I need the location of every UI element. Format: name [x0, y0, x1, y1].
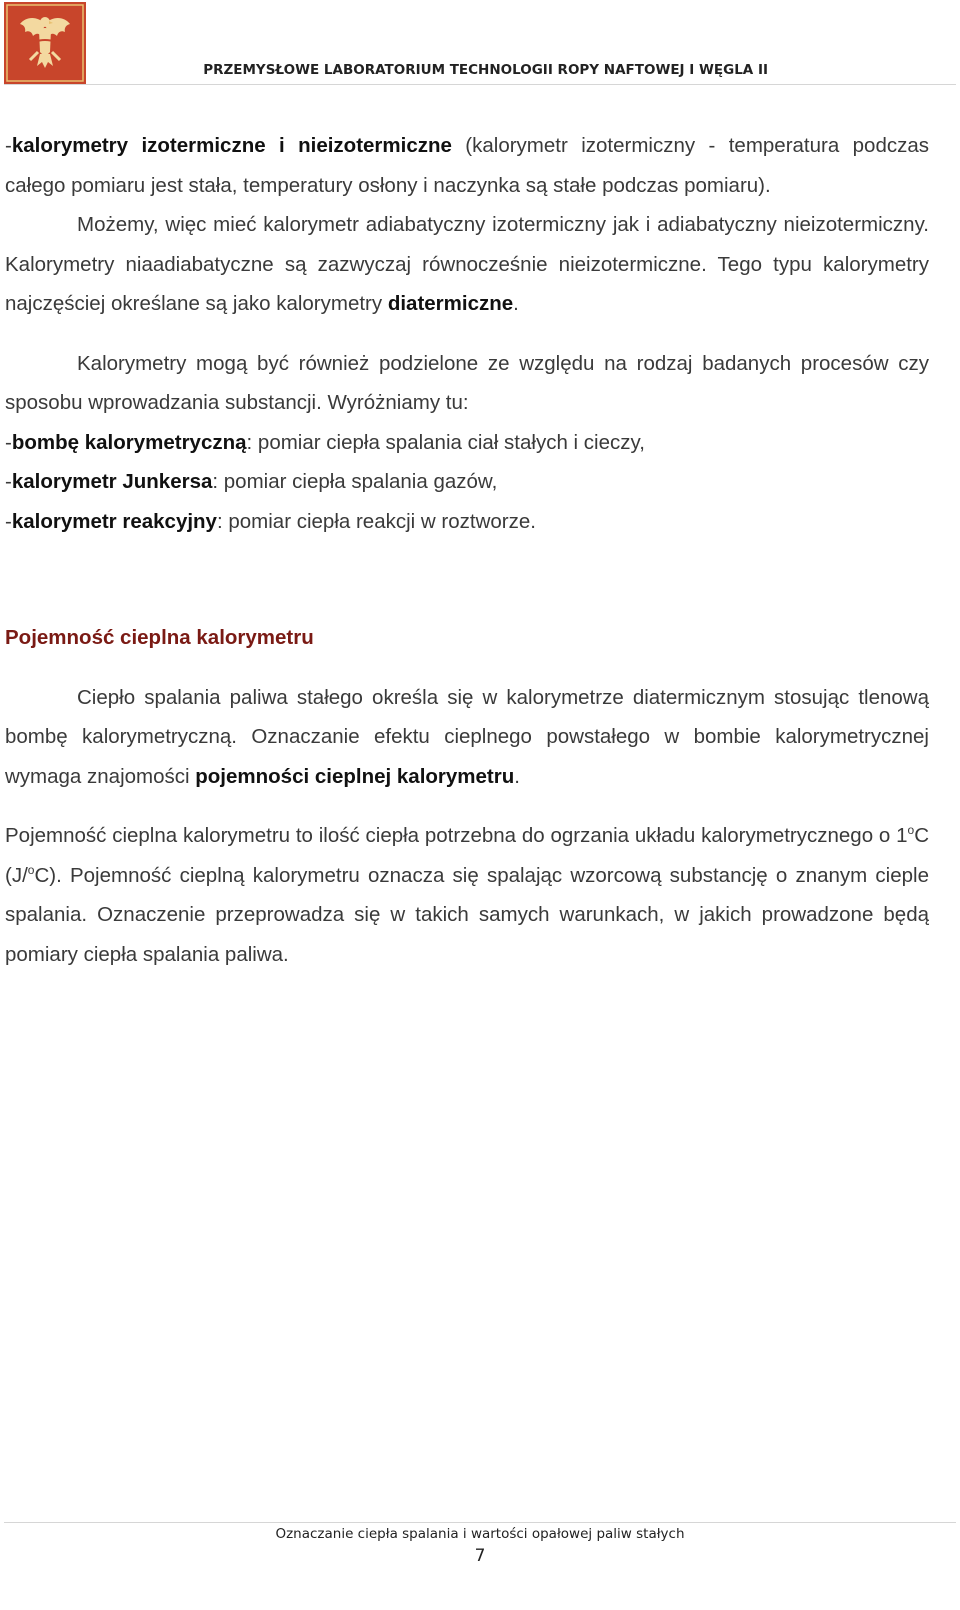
paragraph-text: Kalorymetry mogą być również podzielone ze względu na rodzaj badanych procesów czy sposobu wprowadzania substancji. Wyróżniamy tu: [5, 351, 929, 414]
degree-superscript: o [907, 823, 915, 838]
calorimeter-list [5, 423, 929, 542]
list-item-text: : pomiar ciepła spalania ciał stałych i cieczy, [246, 430, 645, 454]
header-title: PRZEMYSŁOWE LABORATORIUM TECHNOLOGII ROPY NAFTOWEJ I WĘGLA II [203, 62, 768, 78]
eagle-icon [4, 2, 86, 84]
bold-term: kalorymetry izotermiczne i nieizotermiczne [11, 134, 452, 157]
paragraph-text: (kalorymetr izotermiczny - temperatura podczas całego pomiaru jest stała, temperatury osłony i naczynka są stałe podczas pomiaru). [5, 134, 930, 197]
dash: - [5, 430, 12, 454]
dash: - [5, 470, 12, 493]
page-header [4, 2, 956, 85]
document-body [5, 126, 929, 974]
paragraph-text: Ciepło spalania paliwa stałego określa się w kalorymetrze diatermicznym stosując tlenową bombę kalorymetryczną. Oznaczanie efektu cieplnego powstałego w bombie kalorymetrycznej wymaga znajomości [5, 685, 929, 788]
spacer [5, 796, 929, 816]
paragraph-text: C). Pojemność cieplną kalorymetru oznacza się spalając wzorcową substancję o znanym cieple spalania. Oznaczenie przeprowadza się w takich samych warunkach, w jakich prowadzone będą pomiary ciepła spalania paliwa. [5, 863, 929, 966]
dash: - [5, 509, 12, 533]
page-number: 7 [474, 1546, 486, 1566]
dash: - [5, 134, 12, 157]
paragraph-end: . [513, 292, 519, 315]
bold-term: bombę kalorymetryczną [11, 430, 247, 454]
footer-title: Oznaczanie ciepła spalania i wartości opałowej paliw stałych [275, 1526, 685, 1542]
bold-term: pojemności cieplnej kalorymetru [195, 764, 515, 788]
paragraph-heat-capacity [5, 816, 929, 974]
paragraph-combustion-heat [5, 678, 929, 797]
paragraph-division [5, 344, 929, 423]
list-item [5, 462, 929, 502]
spacer [5, 658, 929, 678]
paragraph-adiabatic [5, 205, 929, 324]
section-title: Pojemność cieplna kalorymetru [5, 626, 314, 649]
list-item [5, 502, 929, 542]
bold-term: kalorymetr Junkersa [11, 470, 213, 493]
list-item-text: : pomiar ciepła reakcji w roztworze. [216, 509, 536, 533]
list-item [5, 423, 929, 463]
paragraph-calorimeter-types [5, 126, 929, 205]
spacer [5, 541, 929, 618]
list-item-text: : pomiar ciepła spalania gazów, [212, 470, 498, 493]
bold-term: kalorymetr reakcyjny [11, 509, 217, 533]
paragraph-text: Możemy, więc mieć kalorymetr adiabatyczny izotermiczny jak i adiabatyczny nieizotermiczny. Kalorymetry niaadiabatyczne są zazwyczaj równocześnie nieizotermiczne. Tego typu kalorymetry najczęściej określane są jako kalorymetry [5, 213, 929, 315]
paragraph-text: C (J/ [5, 824, 929, 887]
paragraph-end: . [514, 764, 520, 788]
eagle-emblem-logo [4, 2, 86, 84]
bold-term: diatermiczne [387, 292, 514, 315]
page-footer [4, 1522, 956, 1566]
degree-superscript: o [27, 862, 35, 877]
paragraph-text: Pojemność cieplna kalorymetru to ilość ciepła potrzebna do ogrzania układu kalorymetrycznego o 1 [5, 824, 908, 847]
spacer [5, 324, 929, 344]
